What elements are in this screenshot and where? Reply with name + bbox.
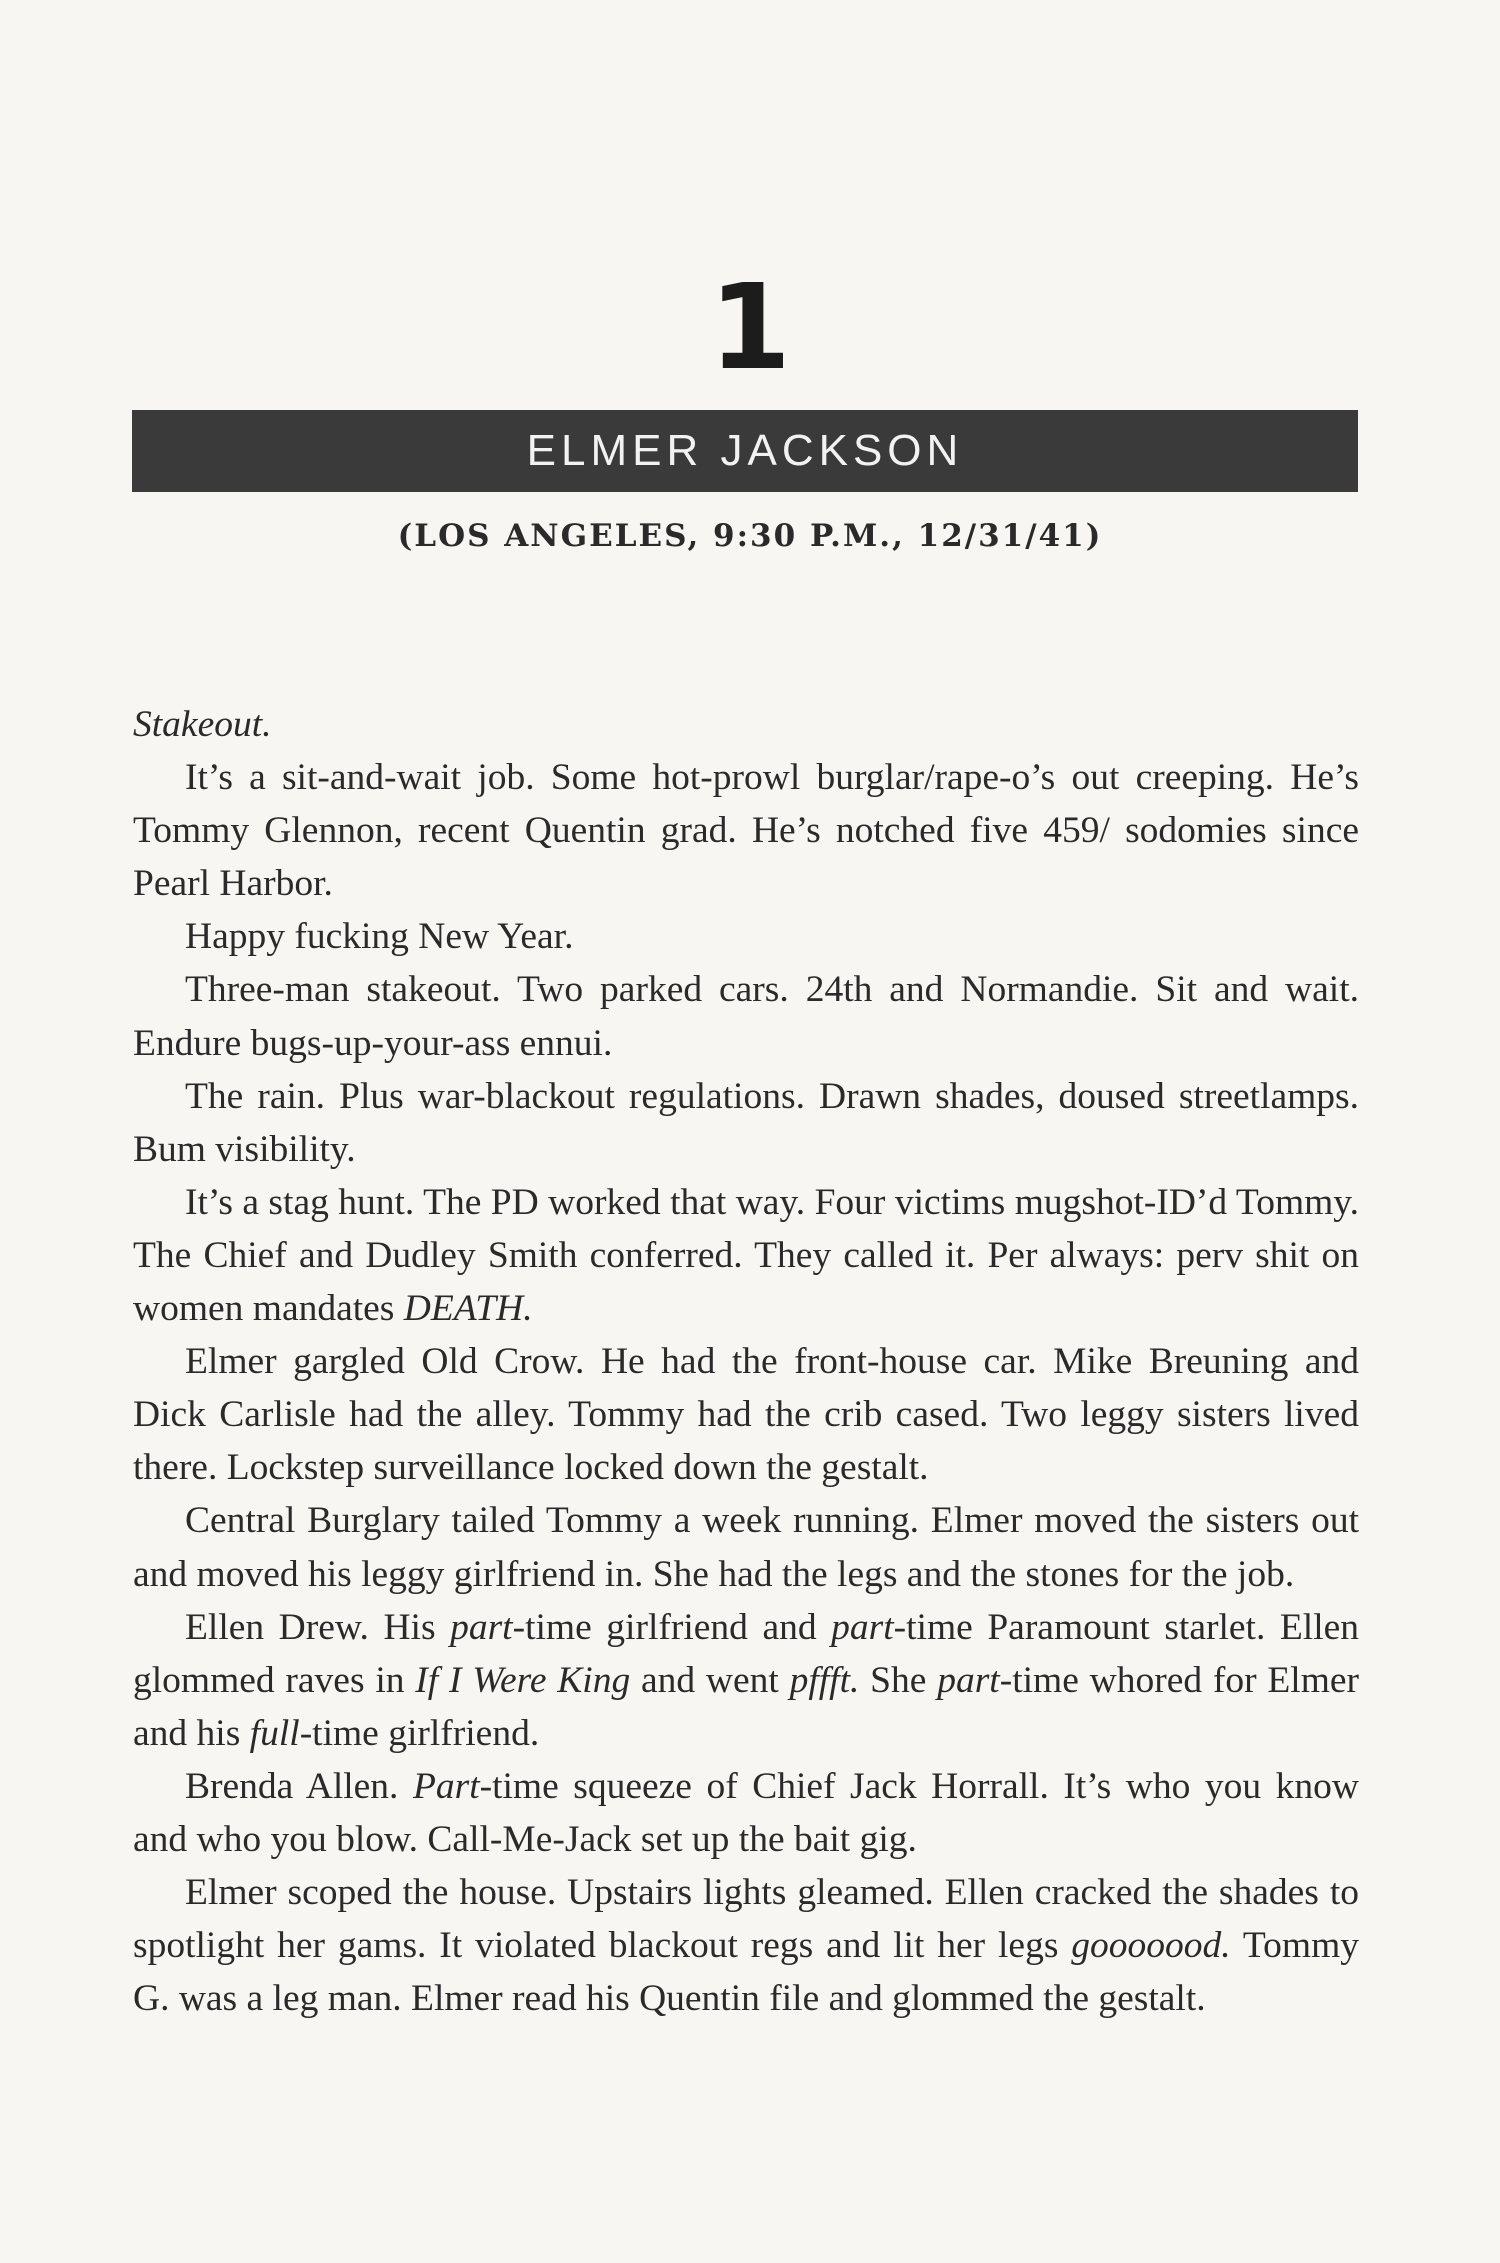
- paragraph: [133, 963, 1359, 1069]
- text-run: It’s a sit-and-wait job. Some hot-prowl burglar/rape-o’s out creeping. He’s Tommy Glennon, recent Quentin grad. He’s notched five 459/ sodomies since Pearl Harbor.: [133, 757, 1359, 905]
- chapter-title-bar: [132, 410, 1358, 492]
- paragraph: [133, 1494, 1359, 1600]
- text-run: Brenda Allen.: [185, 1765, 413, 1807]
- text-run: Ellen Drew. His: [185, 1606, 451, 1648]
- italic-text: part: [937, 1659, 1000, 1701]
- chapter-dateline: (LOS ANGELES, 9:30 P.M., 12/31/41): [397, 518, 1103, 554]
- text-run: Elmer gargled Old Crow. He had the front-house car. Mike Breuning and Dick Carlisle had the alley. Tommy had the crib cased. Two leggy sisters lived there. Lockstep surveillance locked down the gestalt.: [133, 1341, 1359, 1489]
- text-run: and went: [630, 1659, 790, 1701]
- text-run: The rain. Plus war-blackout regulations. Drawn shades, doused streetlamps. Bum visibility.: [133, 1075, 1359, 1170]
- italic-text: If I Were King: [415, 1659, 631, 1701]
- text-run: It’s a stag hunt. The PD worked that way. Four victims mugshot-ID’d Tommy. The Chief and Dudley Smith conferred. They called it. Per always: perv shit on women mandates: [133, 1181, 1359, 1330]
- text-run: Happy fucking New Year.: [185, 916, 574, 958]
- text-run: -time girlfriend.: [299, 1712, 540, 1754]
- italic-text: DEATH.: [403, 1288, 533, 1330]
- lead-paragraph: [133, 698, 1359, 751]
- italic-text: part: [831, 1606, 894, 1648]
- italic-text: full: [249, 1712, 300, 1754]
- body-text: [133, 698, 1359, 2025]
- text-run: Three-man stakeout. Two parked cars. 24th and Normandie. Sit and wait. Endure bugs-up-your-ass ennui.: [133, 969, 1359, 1064]
- text-run: Elmer scoped the house. Upstairs lights gleamed. Ellen cracked the shades to spotlight her gams. It violated blackout regs and lit her legs: [133, 1872, 1359, 1967]
- paragraph: [133, 1760, 1359, 1866]
- chapter-title: ELMER JACKSON: [526, 426, 964, 475]
- paragraph: [133, 1866, 1359, 2025]
- paragraph: [133, 751, 1359, 910]
- text-run: Stakeout.: [133, 704, 272, 745]
- text-run: She: [859, 1659, 938, 1701]
- paragraph: [133, 910, 1359, 963]
- paragraph: [133, 1601, 1359, 1760]
- italic-text: part: [450, 1606, 513, 1648]
- text-run: Central Burglary tailed Tommy a week running. Elmer moved the sisters out and moved his leggy girlfriend in. She had the legs and the stones for the job.: [133, 1500, 1359, 1595]
- italic-text: gooooood.: [1071, 1925, 1231, 1967]
- chapter-number: 1: [708, 258, 792, 396]
- text-run: -time girlfriend and: [512, 1606, 832, 1648]
- paragraph: [133, 1070, 1359, 1176]
- text-run: -time whored for Elmer and his: [133, 1659, 1359, 1754]
- text-run: -time squeeze of Chief Jack Horrall. It’s who you know and who you blow. Call-Me-Jack set up the bait gig.: [133, 1765, 1359, 1860]
- italic-text: Part: [412, 1765, 480, 1807]
- italic-text: pffft.: [789, 1659, 860, 1701]
- paragraph: [133, 1176, 1359, 1335]
- text-run: -time Paramount starlet. Ellen glommed raves in: [133, 1606, 1360, 1701]
- paragraph: [133, 1335, 1359, 1494]
- text-run: Tommy G. was a leg man. Elmer read his Quentin file and glommed the gestalt.: [133, 1925, 1359, 2020]
